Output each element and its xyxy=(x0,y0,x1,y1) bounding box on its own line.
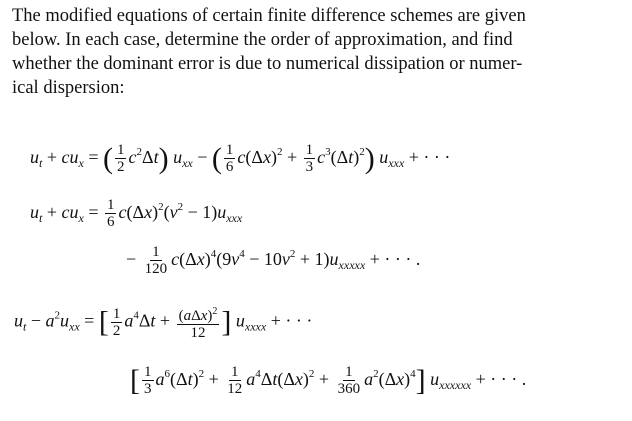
equation-3b: [ $\frac{1}{3}$ $a^6(\Delta t)^2$ + $\frac{1}{12}$ $a^4\Delta t(\Delta x)^2$ + $\frac{1}{360}$ $a^2(\Delta x)^4$] $u_{xxxxxx}$ + · · · . xyxy=(130,363,527,398)
text-line-1: The modified equations of certain finite difference schemes are given xyxy=(12,6,526,26)
text-line-3: whether the dominant error is due to numerical dissipation or numer- xyxy=(12,54,523,74)
problem-text xyxy=(12,4,624,100)
text-line-4: ical dispersion: xyxy=(12,78,125,98)
equation-3a: $u_t - a^2u_{xx}$ = [ $\frac{1}{2}$ $a^4\Delta t$ + $\frac{(a\Delta x)^2}{12}$ ] $u_{xxxx}$ + · · · xyxy=(14,305,313,341)
text-line-2: below. In each case, determine the order of approximation, and find xyxy=(12,30,513,50)
equation-1: $u_t + cu_x$ = ( $\frac{1}{2}$ $c^2\Delta t$) $u_{xx}$ − ( $\frac{1}{6}$ $c(\Delta x)^2$ + $\frac{1}{3}$ $c^3(\Delta t)^2$) $u_{xxx}$ + · · · xyxy=(30,141,451,176)
equation-2b: − $\frac{1}{120}$ $c(\Delta x)^4(9\nu^4 - 10\nu^2 + 1)u_{xxxxx}$ + · · · . xyxy=(126,244,421,278)
equation-2a: $u_t + cu_x$ = $\frac{1}{6}$ $c(\Delta x)^2(\nu^2 - 1)u_{xxx}$ xyxy=(30,197,243,231)
